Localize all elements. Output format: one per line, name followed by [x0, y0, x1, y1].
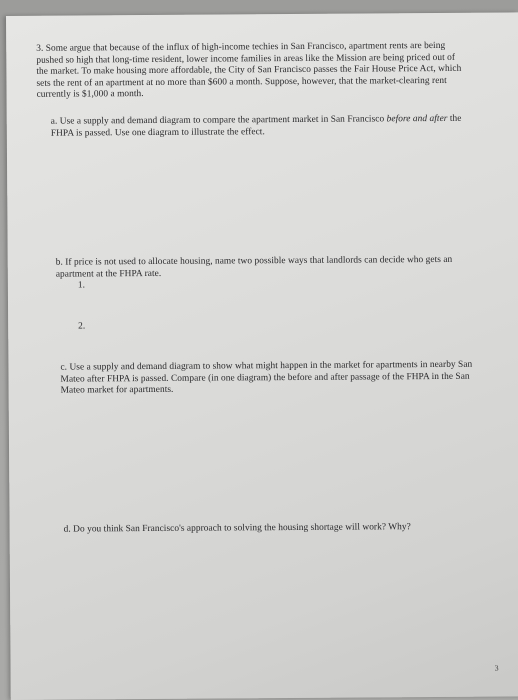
question-3a-italic: before and after	[386, 113, 448, 125]
question-3b-item-1: 1.	[77, 280, 86, 291]
question-3-prompt: 3. Some argue that because of the influx of high-income techies in San Francisco, apartment rents are being pushed so high that long-time resident, lower income families in areas like the Mission are being priced out of the market. To make housing more affordable, the City of San Francisco passes the Fair House Price Act, which sets the rent of an apartment at no more than $600 a month. Suppose, however, that the market-clearing rent currently is $1,000 a month.	[36, 40, 462, 101]
question-3b-item-2: 2.	[78, 321, 86, 332]
question-3b: b. If price is not used to allocate housing, name two possible ways that landlords can decide who gets an apartment at the FHPA rate.	[55, 254, 453, 280]
question-3a-text-end: the FHPA is passed. Use one diagram to illustrate the effect.	[50, 113, 462, 139]
question-3d: d. Do you think San Francisco's approach to solving the housing shortage will work? Why?	[63, 522, 411, 535]
question-3a-text-start: a. Use a supply and demand diagram to compare the apartment market in San Francisco	[50, 114, 385, 127]
worksheet-page	[6, 12, 518, 700]
question-3c: c. Use a supply and demand diagram to show what might happen in the market for apartments in nearby San Mateo after FHPA is passed. Compare (in one diagram) the before and after passage of the FHPA in the San Mateo market for apartments.	[60, 359, 473, 396]
page-number: 3	[494, 663, 499, 673]
question-3a	[51, 114, 471, 140]
